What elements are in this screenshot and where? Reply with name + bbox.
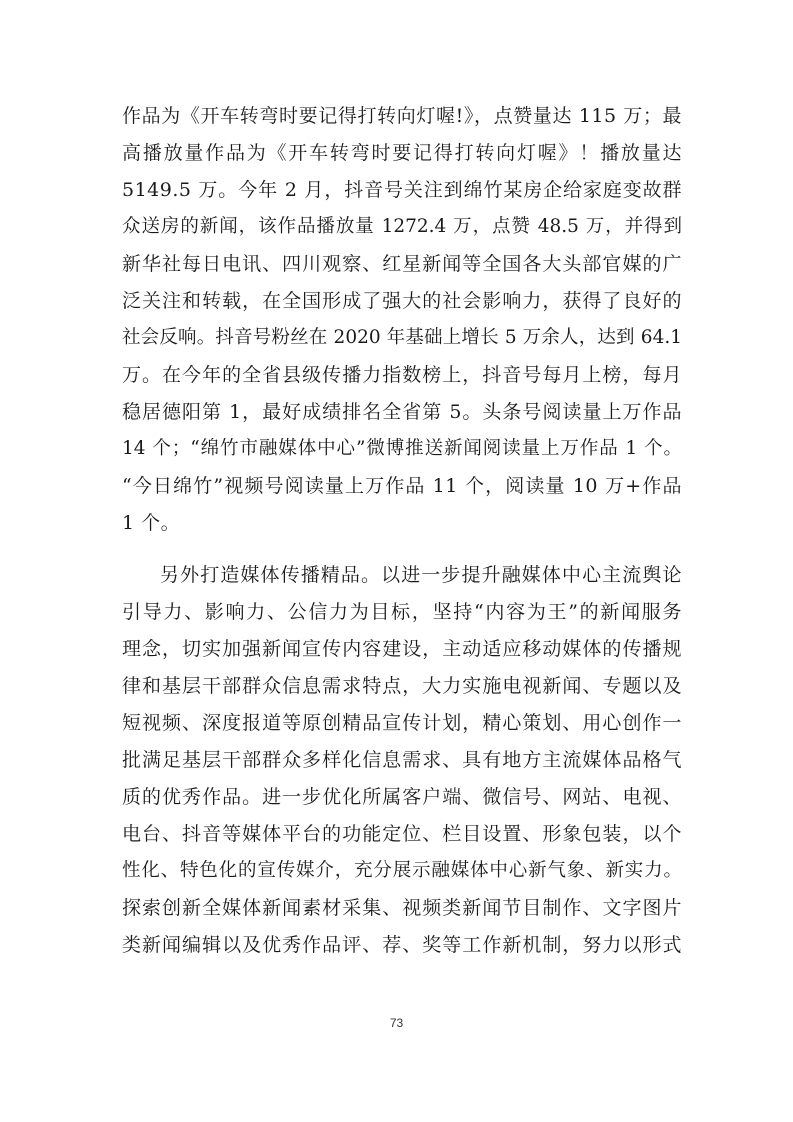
text-line: 类新闻编辑以及优秀作品评、荐、奖等工作新机制，努力以形式	[122, 934, 682, 956]
text-line: 14 个；“绵竹市融媒体中心”微博推送新闻阅读量上万作品 1 个。	[122, 438, 682, 459]
page-number: 73	[389, 1016, 404, 1030]
text-line: 另外打造媒体传播精品。以进一步提升融媒体中心主流舆论	[160, 564, 682, 586]
text-line: 电台、抖音等媒体平台的功能定位、栏目设置、形象包装，以个	[122, 823, 682, 845]
text-line: 泛关注和转载，在全国形成了强大的社会影响力，获得了良好的	[122, 290, 682, 312]
text-line: 理念，切实加强新闻宣传内容建设，主动适应移动媒体的传播规	[122, 638, 682, 660]
text-line: 短视频、深度报道等原创精品宣传计划，精心策划、用心创作一	[122, 712, 682, 734]
text-line: 探索创新全媒体新闻素材采集、视频类新闻节目制作、文字图片	[122, 897, 682, 919]
text-line: 稳居德阳第 1，最好成绩排名全省第 5。头条号阅读量上万作品	[122, 401, 682, 423]
text-line: 质的优秀作品。进一步优化所属客户端、微信号、网站、电视、	[122, 786, 682, 808]
text-line: 万。在今年的全省县级传播力指数榜上，抖音号每月上榜，每月	[122, 364, 682, 386]
text-line: 社会反响。抖音号粉丝在 2020 年基础上增长 5 万余人，达到 64.1	[122, 327, 682, 348]
text-line: 5149.5 万。今年 2 月，抖音号关注到绵竹某房企给家庭变故群	[122, 179, 682, 201]
text-line: 1 个。	[122, 512, 181, 534]
text-line: 性化、特色化的宣传媒介，充分展示融媒体中心新气象、新实力。	[122, 860, 682, 881]
text-line: 引导力、影响力、公信力为目标，坚持“内容为王”的新闻服务	[122, 601, 682, 623]
text-line: 作品为《开车转弯时要记得打转向灯喔!》，点赞量达 115 万；最	[122, 105, 682, 127]
text-line: 律和基层干部群众信息需求特点，大力实施电视新闻、专题以及	[122, 675, 682, 697]
text-line: “今日绵竹”视频号阅读量上万作品 11 个，阅读量 10 万+作品	[122, 475, 682, 497]
text-line: 新华社每日电讯、四川观察、红星新闻等全国各大头部官媒的广	[122, 253, 682, 275]
text-line: 高播放量作品为《开车转弯时要记得打转向灯喔》！播放量达	[122, 142, 682, 164]
text-line: 众送房的新闻，该作品播放量 1272.4 万，点赞 48.5 万，并得到	[122, 216, 682, 237]
text-line: 批满足基层干部群众多样化信息需求、具有地方主流媒体品格气	[122, 749, 682, 771]
